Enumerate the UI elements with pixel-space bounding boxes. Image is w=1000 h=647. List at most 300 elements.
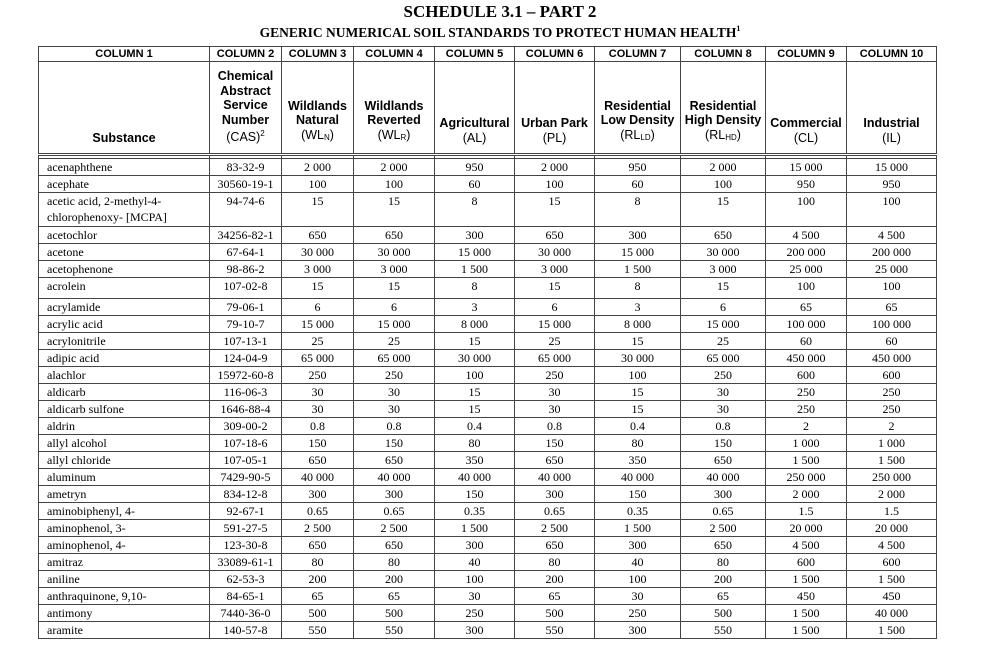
cell-wildlands-natural: 6 [282,299,354,316]
table-row [39,299,937,316]
cell-agricultural: 15 000 [435,244,515,261]
cell-urban-park: 30 [515,401,595,418]
cell-residential-low-density: 100 [595,367,681,384]
cell-cas-number: 7429-90-5 [210,469,282,486]
table-row [39,503,937,520]
cell-cas-number: 591-27-5 [210,520,282,537]
cell-urban-park: 650 [515,537,595,554]
cell-wildlands-natural: 15 000 [282,316,354,333]
cell-commercial: 600 [766,367,847,384]
cell-cas-number: 79-10-7 [210,316,282,333]
cell-residential-high-density: 0.8 [681,418,766,435]
abbr-subscript: N [323,132,330,142]
cell-industrial: 600 [847,554,937,571]
cell-residential-high-density: 30 [681,401,766,418]
cell-commercial: 1 000 [766,435,847,452]
cell-residential-high-density: 200 [681,571,766,588]
cell-residential-low-density: 100 [595,571,681,588]
table-row [39,261,937,278]
cell-wildlands-natural: 30 [282,401,354,418]
cell-commercial: 60 [766,333,847,350]
cell-urban-park: 15 [515,278,595,299]
substance-line: acetic acid, 2-methyl-4- [47,194,162,208]
cell-urban-park: 150 [515,435,595,452]
cell-residential-low-density: 1 500 [595,520,681,537]
cell-wildlands-natural: 15 [282,193,354,227]
header-wildlands-natural [282,62,354,155]
cell-substance: aluminum [39,469,210,486]
table-row [39,333,937,350]
cell-urban-park: 250 [515,367,595,384]
cell-residential-low-density: 0.4 [595,418,681,435]
cell-commercial: 950 [766,176,847,193]
cell-wildlands-natural: 25 [282,333,354,350]
abbr-tail: ) [406,127,411,142]
header-abbr: (PL) [542,130,567,145]
cell-agricultural: 0.4 [435,418,515,435]
cell-urban-park: 650 [515,227,595,244]
cell-wildlands-reverted: 6 [354,299,435,316]
cell-cas-number: 7440-36-0 [210,605,282,622]
cell-urban-park: 550 [515,622,595,639]
header-abbr [684,128,762,146]
table-row [39,435,937,452]
cell-industrial: 4 500 [847,537,937,554]
table-row [39,176,937,193]
substance-line: chlorophenoxy- [MCPA] [47,210,167,224]
column-number: COLUMN 6 [515,47,595,62]
cell-industrial: 250 [847,401,937,418]
cell-wildlands-natural: 80 [282,554,354,571]
table-row [39,316,937,333]
cell-substance: amitraz [39,554,210,571]
cell-agricultural: 350 [435,452,515,469]
cell-wildlands-natural: 650 [282,452,354,469]
abbr-subscript: R [400,132,407,142]
cell-urban-park: 30 000 [515,244,595,261]
header-abbr: (AL) [462,130,487,145]
header-urban-park [515,62,595,155]
cell-substance: anthraquinone, 9,10- [39,588,210,605]
cell-cas-number: 33089-61-1 [210,554,282,571]
abbr-text: (RL [705,127,726,142]
cell-substance: allyl alcohol [39,435,210,452]
cell-agricultural: 300 [435,622,515,639]
cell-residential-high-density: 250 [681,367,766,384]
table-row [39,486,937,503]
cell-urban-park: 0.8 [515,418,595,435]
cell-wildlands-reverted: 200 [354,571,435,588]
cell-wildlands-natural: 550 [282,622,354,639]
cell-substance: aminophenol, 4- [39,537,210,554]
cell-wildlands-natural: 650 [282,227,354,244]
cell-industrial: 1 000 [847,435,937,452]
header-label-line: Low Density [600,113,675,127]
cell-industrial: 1.5 [847,503,937,520]
cell-urban-park: 25 [515,333,595,350]
header-wildlands-reverted [354,62,435,155]
cell-agricultural: 30 000 [435,350,515,367]
cell-wildlands-reverted: 250 [354,367,435,384]
cell-residential-high-density: 80 [681,554,766,571]
cell-wildlands-natural: 150 [282,435,354,452]
header-abbr: (IL) [882,130,901,145]
cell-wildlands-reverted: 80 [354,554,435,571]
cell-commercial: 250 [766,401,847,418]
cell-wildlands-natural: 30 [282,384,354,401]
cell-residential-high-density: 0.65 [681,503,766,520]
header-abbr [213,127,278,145]
header-label-line: Wildlands [364,98,424,113]
header-residential-low-density [595,62,681,155]
cell-wildlands-reverted: 15 [354,278,435,299]
cell-substance: acenaphthene [39,159,210,176]
cell-cas-number: 1646-88-4 [210,401,282,418]
cell-substance: acetochlor [39,227,210,244]
cell-residential-low-density: 300 [595,227,681,244]
abbr-text: (WL [301,127,324,142]
cell-agricultural: 1 500 [435,520,515,537]
cell-residential-low-density: 8 000 [595,316,681,333]
header-label-line: Substance [92,130,156,145]
cell-wildlands-natural: 250 [282,367,354,384]
cell-agricultural: 8 000 [435,316,515,333]
header-label-line: Service [223,98,268,113]
header-agricultural [435,62,515,155]
column-number: COLUMN 4 [354,47,435,62]
cell-cas-number: 15972-60-8 [210,367,282,384]
cell-substance: aldicarb [39,384,210,401]
table-row [39,452,937,469]
cell-residential-low-density: 150 [595,486,681,503]
cell-commercial: 25 000 [766,261,847,278]
cell-industrial: 1 500 [847,622,937,639]
cell-commercial: 200 000 [766,244,847,261]
header-label-line: Commercial [770,116,842,130]
cell-urban-park: 30 [515,384,595,401]
cell-substance: aldicarb sulfone [39,401,210,418]
header-label-line: Residential [604,98,671,113]
cell-wildlands-natural: 2 000 [282,159,354,176]
cell-cas-number: 140-57-8 [210,622,282,639]
cell-residential-low-density: 3 [595,299,681,316]
cell-residential-high-density: 2 000 [681,159,766,176]
cell-urban-park: 200 [515,571,595,588]
cell-urban-park: 65 000 [515,350,595,367]
cell-commercial: 450 [766,588,847,605]
cell-urban-park: 100 [515,176,595,193]
cell-agricultural: 100 [435,571,515,588]
cell-wildlands-reverted: 25 [354,333,435,350]
column-number: COLUMN 3 [282,47,354,62]
cell-cas-number: 92-67-1 [210,503,282,520]
cell-commercial: 20 000 [766,520,847,537]
cell-industrial: 25 000 [847,261,937,278]
cell-wildlands-reverted: 650 [354,452,435,469]
footnote-marker: 2 [260,129,265,139]
cell-urban-park: 80 [515,554,595,571]
cell-commercial: 100 [766,278,847,299]
cell-substance: aldrin [39,418,210,435]
schedule-title: SCHEDULE 3.1 – PART 2 [403,2,597,21]
cell-wildlands-reverted: 550 [354,622,435,639]
header-label-line: Residential [689,98,757,113]
abbr-tail: ) [650,127,655,142]
cell-wildlands-reverted: 100 [354,176,435,193]
header-abbr [357,128,431,146]
cell-urban-park: 650 [515,452,595,469]
cell-industrial: 600 [847,367,937,384]
cell-cas-number: 107-05-1 [210,452,282,469]
cell-commercial: 1 500 [766,452,847,469]
header-label-line: Chemical [217,69,274,84]
cell-agricultural: 300 [435,537,515,554]
cell-residential-high-density: 65 000 [681,350,766,367]
cell-industrial: 1 500 [847,571,937,588]
header-label-line: Natural [295,113,340,127]
table-row [39,159,937,176]
cell-commercial: 1 500 [766,622,847,639]
cell-wildlands-natural: 650 [282,537,354,554]
cell-wildlands-reverted: 2 000 [354,159,435,176]
cell-wildlands-reverted: 500 [354,605,435,622]
cell-urban-park: 15 000 [515,316,595,333]
column-number: COLUMN 8 [681,47,766,62]
header-cas [210,62,282,155]
cell-cas-number: 79-06-1 [210,299,282,316]
cell-residential-high-density: 500 [681,605,766,622]
cell-substance: acrylonitrile [39,333,210,350]
header-abbr [598,128,677,146]
cell-residential-low-density: 250 [595,605,681,622]
cell-wildlands-natural: 65 [282,588,354,605]
cell-residential-low-density: 40 000 [595,469,681,486]
cell-agricultural: 1 500 [435,261,515,278]
cell-substance: aminobiphenyl, 4- [39,503,210,520]
cell-cas-number: 84-65-1 [210,588,282,605]
cell-residential-high-density: 650 [681,227,766,244]
cell-wildlands-reverted: 40 000 [354,469,435,486]
cell-urban-park: 15 [515,193,595,227]
table-row [39,571,937,588]
cell-wildlands-reverted: 300 [354,486,435,503]
cell-cas-number: 123-30-8 [210,537,282,554]
cell-commercial: 2 [766,418,847,435]
header-label-line: Number [221,112,270,127]
cell-substance: acephate [39,176,210,193]
cell-agricultural: 30 [435,588,515,605]
schedule-subtitle [0,24,1000,41]
cell-cas-number: 124-04-9 [210,350,282,367]
cell-residential-high-density: 300 [681,486,766,503]
cell-substance: acetone [39,244,210,261]
cell-residential-high-density: 100 [681,176,766,193]
table-body [39,159,937,639]
table-row [39,227,937,244]
cell-substance: acrolein [39,278,210,299]
cell-residential-low-density: 950 [595,159,681,176]
cell-agricultural: 60 [435,176,515,193]
table-row [39,278,937,299]
cell-wildlands-natural: 15 [282,278,354,299]
table-row [39,537,937,554]
cell-agricultural: 250 [435,605,515,622]
cell-industrial: 250 [847,384,937,401]
cell-residential-low-density: 15 000 [595,244,681,261]
cell-urban-park: 2 000 [515,159,595,176]
cell-residential-high-density: 150 [681,435,766,452]
cell-residential-low-density: 300 [595,622,681,639]
cell-cas-number: 107-18-6 [210,435,282,452]
cell-residential-high-density: 650 [681,537,766,554]
cell-agricultural: 3 [435,299,515,316]
subtitle-footnote-marker: 1 [736,24,741,33]
column-header-row [39,62,937,155]
header-label-line: High Density [684,113,762,127]
cell-cas-number: 94-74-6 [210,193,282,227]
cell-agricultural: 80 [435,435,515,452]
cell-wildlands-reverted: 15 [354,193,435,227]
cell-commercial: 4 500 [766,227,847,244]
abbr-text: (WL [377,127,401,142]
abbr-tail: ) [329,127,334,142]
cell-residential-low-density: 8 [595,278,681,299]
cell-industrial: 100 [847,278,937,299]
cell-urban-park: 300 [515,486,595,503]
header-label-line: Agricultural [439,116,510,130]
header-label-line: Abstract [220,83,271,98]
cell-industrial: 100 000 [847,316,937,333]
cell-agricultural: 8 [435,193,515,227]
cell-residential-high-density: 15 000 [681,316,766,333]
cell-residential-high-density: 40 000 [681,469,766,486]
cell-commercial: 2 000 [766,486,847,503]
cell-urban-park: 3 000 [515,261,595,278]
cell-agricultural: 15 [435,333,515,350]
cell-wildlands-natural: 3 000 [282,261,354,278]
table-row [39,554,937,571]
cell-residential-low-density: 15 [595,384,681,401]
cell-wildlands-reverted: 650 [354,227,435,244]
column-number: COLUMN 7 [595,47,681,62]
cell-wildlands-natural: 30 000 [282,244,354,261]
cell-residential-low-density: 0.35 [595,503,681,520]
cell-industrial: 1 500 [847,452,937,469]
cell-residential-high-density: 25 [681,333,766,350]
cell-residential-high-density: 15 [681,193,766,227]
cell-industrial: 4 500 [847,227,937,244]
cell-wildlands-reverted: 15 000 [354,316,435,333]
cell-urban-park: 6 [515,299,595,316]
cell-wildlands-natural: 2 500 [282,520,354,537]
cell-agricultural: 15 [435,401,515,418]
header-label-line: Industrial [863,116,920,130]
cell-residential-high-density: 6 [681,299,766,316]
cell-residential-low-density: 15 [595,401,681,418]
table-row [39,193,937,227]
abbr-subscript: LD [640,132,651,142]
cell-urban-park: 0.65 [515,503,595,520]
cell-wildlands-natural: 0.65 [282,503,354,520]
subtitle-text: GENERIC NUMERICAL SOIL STANDARDS TO PROTECT HUMAN HEALTH [259,25,737,40]
cell-residential-low-density: 60 [595,176,681,193]
cell-substance: alachlor [39,367,210,384]
cell-commercial: 4 500 [766,537,847,554]
cell-commercial: 1.5 [766,503,847,520]
cell-cas-number: 98-86-2 [210,261,282,278]
column-number: COLUMN 1 [39,47,210,62]
cell-agricultural: 0.35 [435,503,515,520]
cell-industrial: 15 000 [847,159,937,176]
cell-commercial: 1 500 [766,571,847,588]
cell-substance: aminophenol, 3- [39,520,210,537]
cell-substance: acrylic acid [39,316,210,333]
table-row [39,469,937,486]
cell-residential-low-density: 80 [595,435,681,452]
cell-residential-low-density: 30 000 [595,350,681,367]
cell-wildlands-reverted: 0.8 [354,418,435,435]
cell-agricultural: 40 [435,554,515,571]
cell-industrial: 2 000 [847,486,937,503]
cell-agricultural: 300 [435,227,515,244]
header-abbr: (CL) [793,130,819,145]
cell-cas-number: 107-13-1 [210,333,282,350]
cell-residential-high-density: 15 [681,278,766,299]
cell-industrial: 250 000 [847,469,937,486]
cell-cas-number: 834-12-8 [210,486,282,503]
cell-commercial: 600 [766,554,847,571]
header-label-line: Wildlands [288,98,347,113]
cell-wildlands-reverted: 2 500 [354,520,435,537]
table-row [39,384,937,401]
table-row [39,418,937,435]
cell-industrial: 200 000 [847,244,937,261]
cell-industrial: 100 [847,193,937,227]
cell-agricultural: 8 [435,278,515,299]
cell-substance: antimony [39,605,210,622]
header-residential-high-density [681,62,766,155]
cell-wildlands-natural: 65 000 [282,350,354,367]
cell-residential-high-density: 30 [681,384,766,401]
cell-substance: adipic acid [39,350,210,367]
header-abbr [285,128,350,146]
table-row [39,588,937,605]
cell-industrial: 60 [847,333,937,350]
table-row [39,350,937,367]
cell-wildlands-reverted: 0.65 [354,503,435,520]
cell-cas-number: 116-06-3 [210,384,282,401]
cell-residential-low-density: 15 [595,333,681,350]
cell-wildlands-reverted: 150 [354,435,435,452]
abbr-text: (RL [620,127,641,142]
cell-industrial: 2 [847,418,937,435]
cell-urban-park: 65 [515,588,595,605]
cell-residential-high-density: 30 000 [681,244,766,261]
cell-wildlands-natural: 500 [282,605,354,622]
cell-residential-high-density: 3 000 [681,261,766,278]
table-row [39,520,937,537]
cell-commercial: 250 [766,384,847,401]
header-substance [39,62,210,155]
cell-residential-low-density: 300 [595,537,681,554]
cell-agricultural: 100 [435,367,515,384]
cell-cas-number: 30560-19-1 [210,176,282,193]
cell-residential-high-density: 650 [681,452,766,469]
cell-substance: aniline [39,571,210,588]
cell-industrial: 450 000 [847,350,937,367]
cell-agricultural: 150 [435,486,515,503]
cell-wildlands-natural: 100 [282,176,354,193]
